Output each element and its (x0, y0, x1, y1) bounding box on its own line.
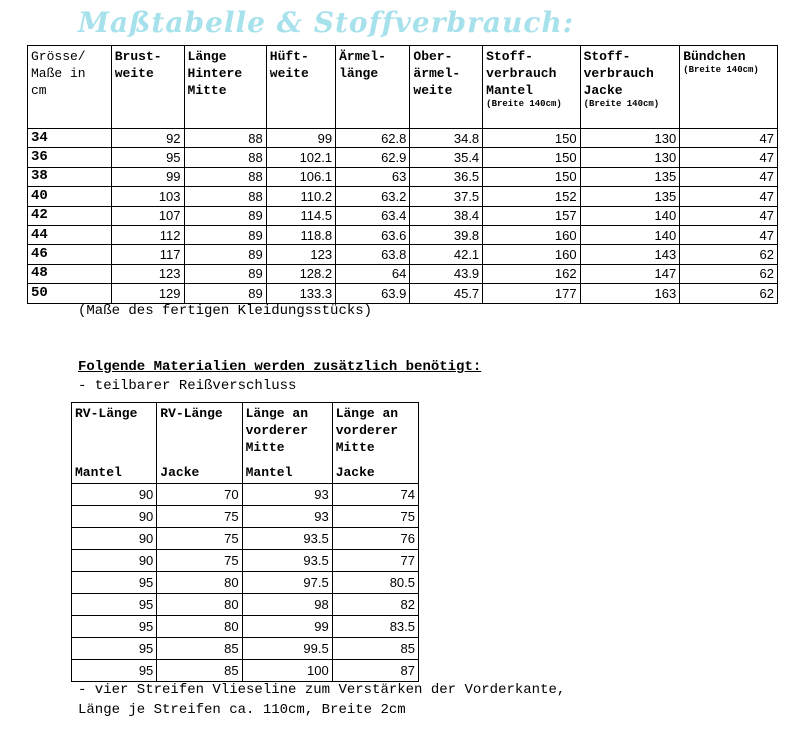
table-row (28, 187, 778, 206)
value-cell: 47 (680, 167, 778, 186)
value-cell: 103 (111, 187, 184, 206)
table-row (72, 594, 419, 616)
value-cell: 140 (580, 206, 680, 225)
zipper-table-header-cell (157, 403, 242, 484)
value-cell: 117 (111, 245, 184, 264)
size-cell: 48 (28, 264, 112, 283)
value-cell: 89 (184, 264, 266, 283)
zipper-table-header-cell (332, 403, 418, 484)
table-row (28, 129, 778, 148)
table-row (28, 245, 778, 264)
size-table-header-cell (111, 46, 184, 129)
size-cell: 50 (28, 284, 112, 303)
value-cell: 112 (111, 225, 184, 244)
value-cell: 102.1 (266, 148, 335, 167)
value-cell: 64 (336, 264, 410, 283)
value-cell: 89 (184, 245, 266, 264)
value-cell: 135 (580, 167, 680, 186)
zipper-table (71, 402, 419, 682)
size-table-header-cell (184, 46, 266, 129)
value-cell: 62.8 (336, 129, 410, 148)
size-cell: 40 (28, 187, 112, 206)
value-cell: 130 (580, 129, 680, 148)
value-cell: 107 (111, 206, 184, 225)
header-bottom: Jacke (335, 465, 375, 480)
header-label: Bündchen (683, 49, 746, 64)
value-cell: 123 (111, 264, 184, 283)
zipper-table-header (72, 403, 419, 484)
value-cell: 62 (680, 245, 778, 264)
value-cell: 133.3 (266, 284, 335, 303)
size-cell: 42 (28, 206, 112, 225)
value-cell: 83.5 (332, 616, 418, 638)
value-cell: 80 (157, 572, 242, 594)
zipper-table-header-cell (242, 403, 332, 484)
value-cell: 76 (332, 528, 418, 550)
header-bottom: Mantel (75, 465, 122, 480)
value-cell: 90 (72, 506, 157, 528)
value-cell: 99.5 (242, 638, 332, 660)
table-row (28, 206, 778, 225)
value-cell: 85 (157, 638, 242, 660)
value-cell: 114.5 (266, 206, 335, 225)
header-bottom: Jacke (160, 465, 200, 480)
size-table-header-cell (28, 46, 112, 129)
header-top: RV-Länge (160, 406, 223, 421)
value-cell: 45.7 (410, 284, 483, 303)
value-cell: 95 (72, 638, 157, 660)
value-cell: 63.4 (336, 206, 410, 225)
value-cell: 106.1 (266, 167, 335, 186)
value-cell: 93 (242, 484, 332, 506)
value-cell: 118.8 (266, 225, 335, 244)
value-cell: 95 (72, 616, 157, 638)
value-cell: 95 (72, 594, 157, 616)
value-cell: 63 (336, 167, 410, 186)
value-cell: 42.1 (410, 245, 483, 264)
value-cell: 90 (72, 528, 157, 550)
page-title: Maßtabelle & Stoffverbrauch: (78, 6, 575, 39)
value-cell: 177 (483, 284, 580, 303)
value-cell: 87 (332, 660, 418, 682)
value-cell: 95 (111, 148, 184, 167)
value-cell: 47 (680, 129, 778, 148)
value-cell: 152 (483, 187, 580, 206)
value-cell: 80 (157, 594, 242, 616)
value-cell: 43.9 (410, 264, 483, 283)
value-cell: 88 (184, 167, 266, 186)
table-row (72, 638, 419, 660)
footer-note (78, 680, 565, 720)
value-cell: 75 (332, 506, 418, 528)
header-label: Ober- ärmel- weite (413, 49, 461, 98)
table-row (72, 616, 419, 638)
value-cell: 37.5 (410, 187, 483, 206)
value-cell: 150 (483, 167, 580, 186)
value-cell: 135 (580, 187, 680, 206)
value-cell: 80 (157, 616, 242, 638)
header-top: Länge an vorderer Mitte (245, 406, 309, 455)
value-cell: 63.9 (336, 284, 410, 303)
header-label: Stoff- verbrauch Jacke (583, 49, 654, 98)
header-label: Länge Hintere Mitte (187, 49, 243, 98)
value-cell: 63.2 (336, 187, 410, 206)
value-cell: 90 (72, 550, 157, 572)
value-cell: 130 (580, 148, 680, 167)
value-cell: 157 (483, 206, 580, 225)
value-cell: 75 (157, 550, 242, 572)
value-cell: 62 (680, 284, 778, 303)
value-cell: 89 (184, 225, 266, 244)
value-cell: 35.4 (410, 148, 483, 167)
value-cell: 163 (580, 284, 680, 303)
value-cell: 160 (483, 245, 580, 264)
value-cell: 99 (266, 129, 335, 148)
value-cell: 88 (184, 187, 266, 206)
table-row (28, 225, 778, 244)
size-table-header (28, 46, 778, 129)
value-cell: 93 (242, 506, 332, 528)
size-note: (Maße des fertigen Kleidungsstücks) (78, 303, 373, 319)
value-cell: 95 (72, 660, 157, 682)
value-cell: 110.2 (266, 187, 335, 206)
value-cell: 88 (184, 148, 266, 167)
value-cell: 98 (242, 594, 332, 616)
value-cell: 47 (680, 148, 778, 167)
header-sub: (Breite 140cm) (486, 99, 562, 109)
header-sub: (Breite 140cm) (583, 99, 660, 109)
header-label: Hüft- weite (269, 49, 309, 81)
value-cell: 47 (680, 187, 778, 206)
size-table (27, 45, 778, 304)
value-cell: 92 (111, 129, 184, 148)
zipper-line: - teilbarer Reißverschluss (78, 378, 297, 394)
value-cell: 143 (580, 245, 680, 264)
value-cell: 75 (157, 506, 242, 528)
value-cell: 89 (184, 206, 266, 225)
value-cell: 140 (580, 225, 680, 244)
value-cell: 128.2 (266, 264, 335, 283)
size-table-header-cell (680, 46, 778, 129)
header-sub: (Breite 140cm) (683, 65, 759, 75)
value-cell: 129 (111, 284, 184, 303)
table-row (72, 528, 419, 550)
table-row (72, 484, 419, 506)
size-table-header-cell (266, 46, 335, 129)
size-table-header-cell (336, 46, 410, 129)
size-cell: 36 (28, 148, 112, 167)
zipper-table-body (72, 484, 419, 682)
value-cell: 74 (332, 484, 418, 506)
size-cell: 46 (28, 245, 112, 264)
value-cell: 89 (184, 284, 266, 303)
value-cell: 47 (680, 225, 778, 244)
value-cell: 85 (332, 638, 418, 660)
header-label: Ärmel- länge (339, 49, 386, 81)
header-label: Grösse/ Maße in cm (31, 49, 86, 98)
value-cell: 95 (72, 572, 157, 594)
table-row (72, 572, 419, 594)
value-cell: 85 (157, 660, 242, 682)
value-cell: 80.5 (332, 572, 418, 594)
size-table-header-cell (483, 46, 580, 129)
header-label: Stoff- verbrauch Mantel (486, 49, 557, 98)
table-row (28, 167, 778, 186)
zipper-table-header-cell (72, 403, 157, 484)
value-cell: 36.5 (410, 167, 483, 186)
value-cell: 90 (72, 484, 157, 506)
table-row (72, 660, 419, 682)
value-cell: 62 (680, 264, 778, 283)
value-cell: 150 (483, 129, 580, 148)
materials-heading: Folgende Materialien werden zusätzlich benötigt: (78, 359, 482, 375)
header-top: RV-Länge (75, 406, 138, 421)
value-cell: 162 (483, 264, 580, 283)
value-cell: 70 (157, 484, 242, 506)
size-table-header-cell (580, 46, 680, 129)
value-cell: 123 (266, 245, 335, 264)
value-cell: 75 (157, 528, 242, 550)
size-cell: 44 (28, 225, 112, 244)
value-cell: 93.5 (242, 550, 332, 572)
header-label: Brust- weite (114, 49, 162, 81)
table-row (28, 284, 778, 303)
header-top: Länge an vorderer Mitte (335, 406, 399, 455)
value-cell: 82 (332, 594, 418, 616)
footer-line: Länge je Streifen ca. 110cm, Breite 2cm (78, 702, 406, 718)
value-cell: 39.8 (410, 225, 483, 244)
size-table-body (28, 129, 778, 304)
size-cell: 38 (28, 167, 112, 186)
value-cell: 99 (242, 616, 332, 638)
size-cell: 34 (28, 129, 112, 148)
value-cell: 93.5 (242, 528, 332, 550)
value-cell: 147 (580, 264, 680, 283)
value-cell: 77 (332, 550, 418, 572)
table-row (28, 264, 778, 283)
table-row (72, 550, 419, 572)
footer-line: - vier Streifen Vlieseline zum Verstärken der Vorderkante, (78, 682, 566, 698)
value-cell: 62.9 (336, 148, 410, 167)
value-cell: 150 (483, 148, 580, 167)
value-cell: 160 (483, 225, 580, 244)
value-cell: 63.8 (336, 245, 410, 264)
value-cell: 34.8 (410, 129, 483, 148)
value-cell: 47 (680, 206, 778, 225)
value-cell: 38.4 (410, 206, 483, 225)
value-cell: 97.5 (242, 572, 332, 594)
value-cell: 88 (184, 129, 266, 148)
value-cell: 100 (242, 660, 332, 682)
size-table-header-cell (410, 46, 483, 129)
header-bottom: Mantel (245, 465, 293, 480)
table-row (72, 506, 419, 528)
value-cell: 63.6 (336, 225, 410, 244)
table-row (28, 148, 778, 167)
value-cell: 99 (111, 167, 184, 186)
